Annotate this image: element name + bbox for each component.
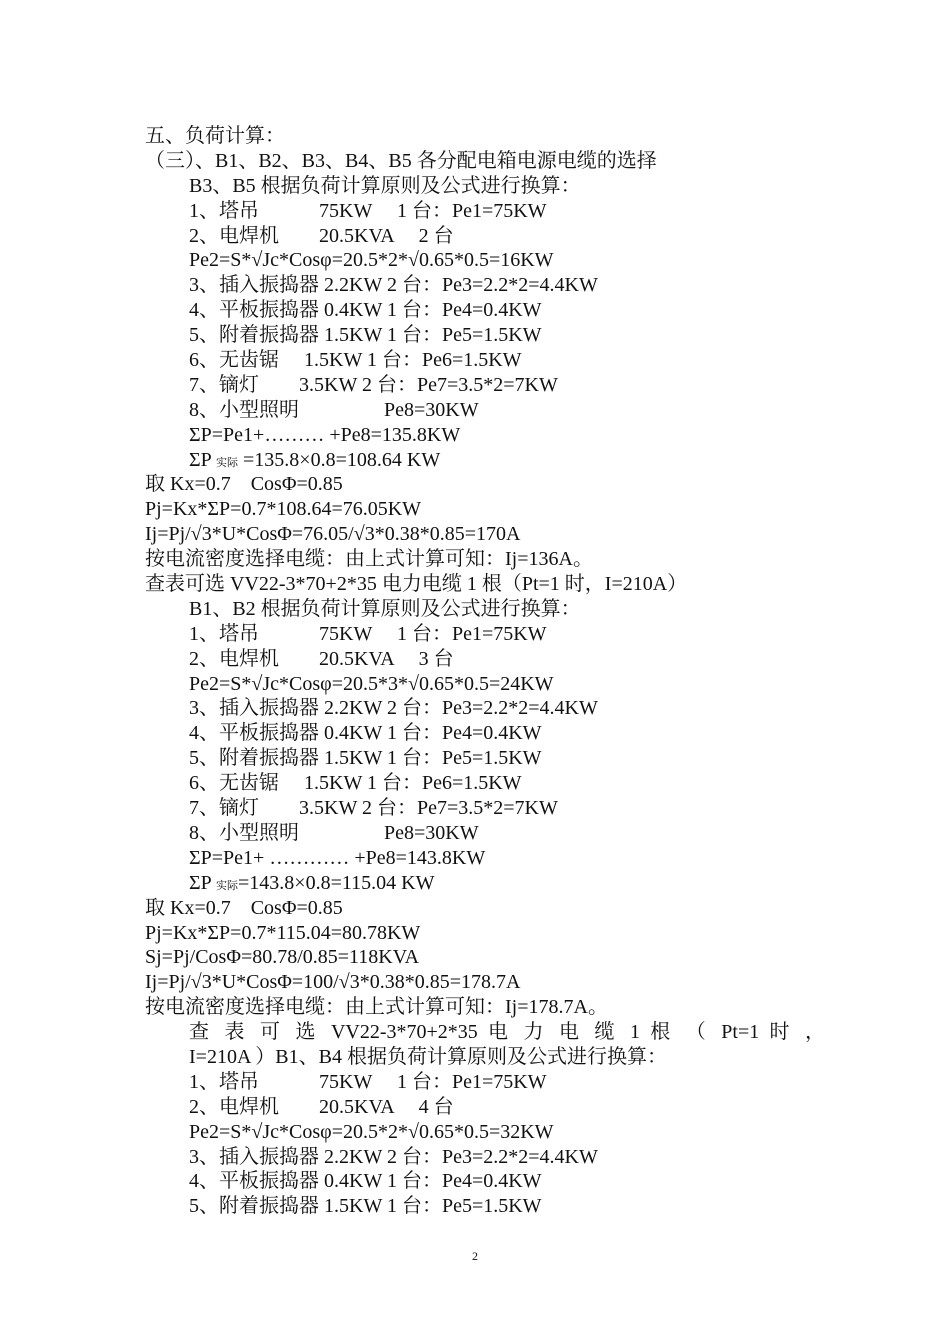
text-line: 5、附着振捣器 1.5KW 1 台：Pe5=1.5KW: [189, 1195, 542, 1218]
text-line: 查表可选 VV22-3*70+2*35 电力电缆 1 根（Pt=1 时，I=210A）: [145, 573, 688, 596]
text-line: 2、电焊机 20.5KVA 3 台: [189, 647, 454, 670]
subscript-text: 实际: [216, 879, 239, 892]
subscript-text: 实际: [216, 456, 239, 469]
text-line: 1、塔吊 75KW 1 台：Pe1=75KW: [189, 622, 547, 645]
text-line: Pj=Kx*ΣP=0.7*115.04=80.78KW: [145, 921, 421, 944]
page-number: 2: [472, 1249, 478, 1263]
text-line: 5、附着振捣器 1.5KW 1 台：Pe5=1.5KW: [189, 747, 542, 770]
text-line: Pe2=S*√Jc*Cosφ=20.5*2*√0.65*0.5=16KW: [189, 249, 554, 272]
text-line: 按电流密度选择电缆：由上式计算可知：Ij=178.7A。: [145, 996, 608, 1019]
text-line: 4、平板振捣器 0.4KW 1 台：Pe4=0.4KW: [189, 722, 542, 745]
text-line: 3、插入振捣器 2.2KW 2 台：Pe3=2.2*2=4.4KW: [189, 274, 598, 297]
text-line: 6、无齿锯 1.5KW 1 台：Pe6=1.5KW: [189, 772, 522, 795]
text-line: ΣP=Pe1+……… +Pe8=135.8KW: [189, 423, 461, 446]
text-line: 取 Kx=0.7 CosΦ=0.85: [145, 896, 343, 919]
text-line: 8、小型照明 Pe8=30KW: [189, 821, 479, 844]
text-line: ΣP 实际 =135.8×0.8=108.64 KW: [189, 448, 441, 471]
text-line: 5、附着振捣器 1.5KW 1 台：Pe5=1.5KW: [189, 324, 542, 347]
text-line: B3、B5 根据负荷计算原则及公式进行换算：: [189, 174, 581, 197]
text-line: 五、负荷计算：: [145, 125, 285, 147]
text-line: Sj=Pj/CosΦ=80.78/0.85=118KVA: [145, 946, 420, 969]
document-body: [145, 124, 825, 1219]
text-line: 2、电焊机 20.5KVA 2 台: [189, 224, 454, 247]
text-line: 2、电焊机 20.5KVA 4 台: [189, 1095, 454, 1118]
text-line: B1、B2 根据负荷计算原则及公式进行换算：: [189, 597, 581, 620]
text-line: Pe2=S*√Jc*Cosφ=20.5*2*√0.65*0.5=32KW: [189, 1120, 554, 1143]
text-line: 4、平板振捣器 0.4KW 1 台：Pe4=0.4KW: [189, 299, 542, 322]
text-line: 3、插入振捣器 2.2KW 2 台：Pe3=2.2*2=4.4KW: [189, 697, 598, 720]
text-line: I=210A ）B1、B4 根据负荷计算原则及公式进行换算：: [189, 1045, 667, 1068]
text-line: （三）、B1、B2、B3、B4、B5 各分配电箱电源电缆的选择: [145, 149, 657, 172]
text-line: 8、小型照明 Pe8=30KW: [189, 398, 479, 421]
text-line: ΣP 实际=143.8×0.8=115.04 KW: [189, 871, 435, 894]
text-line: 4、平板振捣器 0.4KW 1 台：Pe4=0.4KW: [189, 1170, 542, 1193]
text-line: 1、塔吊 75KW 1 台：Pe1=75KW: [189, 1070, 547, 1093]
text-line: ΣP=Pe1+ ………… +Pe8=143.8KW: [189, 846, 486, 869]
text-line: Pe2=S*√Jc*Cosφ=20.5*3*√0.65*0.5=24KW: [189, 672, 554, 695]
text-line: 按电流密度选择电缆：由上式计算可知：Ij=136A。: [145, 548, 593, 571]
text-line: Ij=Pj/√3*U*CosΦ=76.05/√3*0.38*0.85=170A: [145, 523, 521, 546]
text-line: 查 表 可 选 VV22-3*70+2*35 电 力 电 缆 1 根 （ Pt=1 时 ，: [189, 1021, 825, 1044]
text-line: 1、塔吊 75KW 1 台：Pe1=75KW: [189, 199, 547, 222]
text-line: 取 Kx=0.7 CosΦ=0.85: [145, 473, 343, 496]
text-line: 7、镝灯 3.5KW 2 台：Pe7=3.5*2=7KW: [189, 797, 558, 820]
text-line: 3、插入振捣器 2.2KW 2 台：Pe3=2.2*2=4.4KW: [189, 1145, 598, 1168]
text-line: Pj=Kx*ΣP=0.7*108.64=76.05KW: [145, 498, 422, 521]
text-line: 6、无齿锯 1.5KW 1 台：Pe6=1.5KW: [189, 349, 522, 372]
text-line: Ij=Pj/√3*U*CosΦ=100/√3*0.38*0.85=178.7A: [145, 971, 521, 994]
text-line: 7、镝灯 3.5KW 2 台：Pe7=3.5*2=7KW: [189, 373, 558, 396]
